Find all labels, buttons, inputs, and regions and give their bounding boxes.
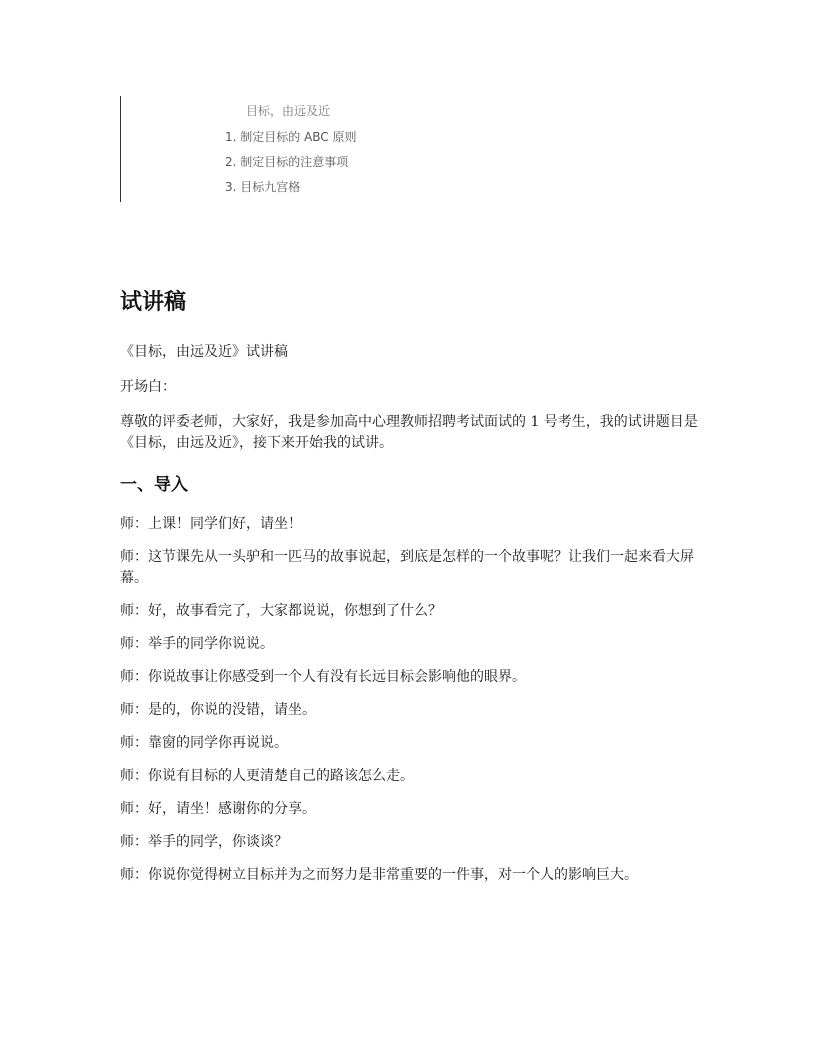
- dialog-line: 师：这节课先从一头驴和一匹马的故事说起，到底是怎样的一个故事呢？让我们一起来看大屏幕。: [120, 549, 694, 586]
- outline-left-bar: [120, 96, 121, 202]
- intro-paragraph: 尊敬的评委老师，大家好，我是参加高中心理教师招聘考试面试的 1 号考生，我的试讲题目是《目标，由远及近》，接下来开始我的试讲。: [120, 414, 698, 451]
- document-body: [120, 286, 720, 886]
- outline-title: 目标，由远及近: [246, 104, 331, 118]
- section-heading: 一、导入: [120, 475, 188, 495]
- opening-label: 开场白：: [120, 379, 176, 395]
- dialog-line: 师：你说你觉得树立目标并为之而努力是非常重要的一件事，对一个人的影响巨大。: [120, 867, 638, 883]
- dialog-line: 师：是的，你说的没错，请坐。: [120, 702, 316, 718]
- outline-item: 3. 目标九宫格: [225, 180, 301, 194]
- dialog-line: 师：你说故事让你感受到一个人有没有长远目标会影响他的眼界。: [120, 669, 526, 685]
- dialog-list: [120, 514, 720, 886]
- outline-item: 2. 制定目标的注意事项: [225, 155, 349, 169]
- document-subtitle: 《目标，由远及近》试讲稿: [120, 344, 288, 360]
- dialog-line: 师：你说有目标的人更清楚自己的路该怎么走。: [120, 768, 414, 784]
- dialog-line: 师：举手的同学，你谈谈？: [120, 834, 288, 850]
- outline-excerpt: [120, 96, 520, 202]
- dialog-line: 师：上课！同学们好，请坐！: [120, 516, 302, 532]
- dialog-line: 师：好，请坐！感谢你的分享。: [120, 801, 316, 817]
- outline-item: 1. 制定目标的 ABC 原则: [225, 130, 357, 144]
- dialog-line: 师：举手的同学你说说。: [120, 636, 274, 652]
- dialog-line: 师：好，故事看完了，大家都说说，你想到了什么？: [120, 603, 442, 619]
- document-title: 试讲稿: [120, 290, 187, 315]
- dialog-line: 师：靠窗的同学你再说说。: [120, 735, 288, 751]
